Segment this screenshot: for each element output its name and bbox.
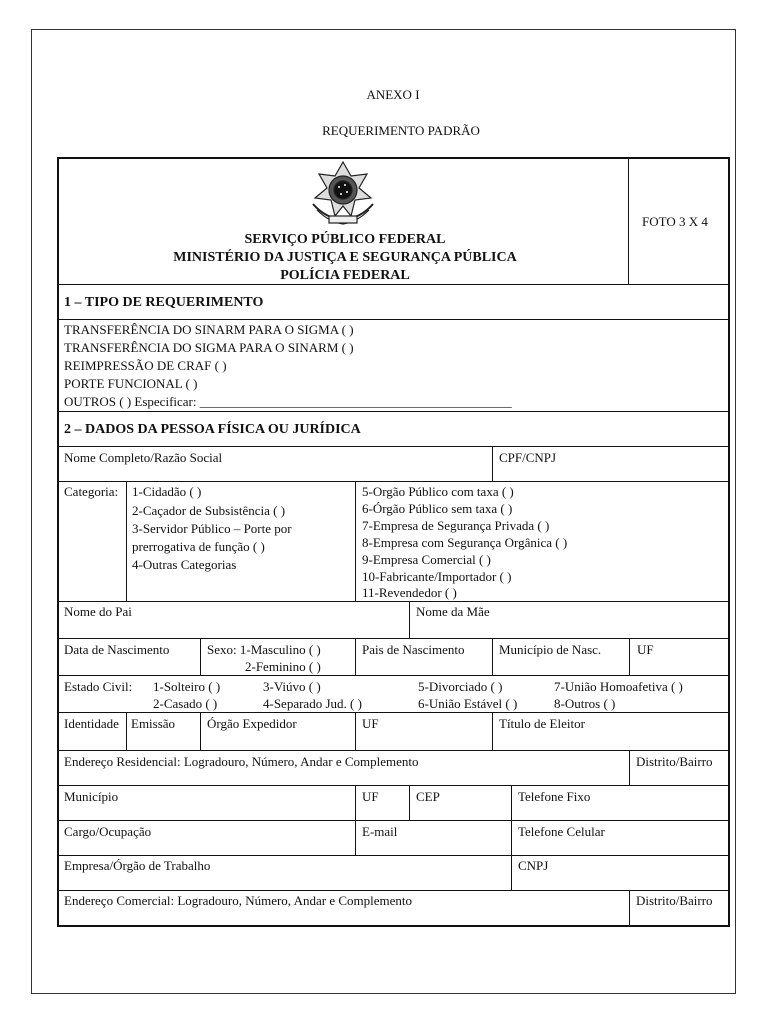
cat-2[interactable]: 2-Caçador de Subsistência ( ) — [132, 503, 286, 518]
cat-8[interactable]: 8-Empresa com Segurança Orgânica ( ) — [362, 535, 568, 550]
cat-3a[interactable]: 3-Servidor Público – Porte por — [132, 521, 292, 536]
divider — [57, 675, 730, 676]
option-sinarm-sigma[interactable]: TRANSFERÊNCIA DO SINARM PARA O SIGMA ( ) — [64, 322, 354, 337]
category-label: Categoria: — [64, 484, 119, 499]
divider — [57, 319, 730, 320]
divider — [511, 820, 512, 855]
divider — [629, 750, 630, 785]
cat-5[interactable]: 5-Orgão Público com taxa ( ) — [362, 484, 514, 499]
home-district-field[interactable]: Distrito/Bairro — [636, 754, 713, 769]
divider — [57, 446, 730, 447]
father-field[interactable]: Nome do Pai — [64, 604, 132, 619]
divider — [409, 601, 410, 638]
work-address-field[interactable]: Endereço Comercial: Logradouro, Número, Andar e Complemento — [64, 893, 413, 908]
divider — [57, 481, 730, 482]
civil-homoaffective[interactable]: 7-União Homoafetiva ( ) — [554, 679, 683, 694]
cnpj-field[interactable]: CNPJ — [518, 858, 549, 873]
divider — [126, 481, 127, 601]
cat-9[interactable]: 9-Empresa Comercial ( ) — [362, 552, 491, 567]
divider — [57, 601, 730, 602]
civil-others[interactable]: 8-Outros ( ) — [554, 696, 616, 711]
divider — [511, 785, 512, 820]
civil-label: Estado Civil: — [64, 679, 133, 694]
cat-11[interactable]: 11-Revendedor ( ) — [362, 585, 457, 600]
birth-uf-field[interactable]: UF — [637, 642, 654, 657]
divider — [511, 855, 512, 890]
cat-4[interactable]: 4-Outras Categorias — [132, 557, 237, 572]
agency-line3: POLÍCIA FEDERAL — [280, 268, 410, 283]
form-title: REQUERIMENTO PADRÃO — [322, 123, 480, 138]
email-field[interactable]: E-mail — [362, 824, 398, 839]
cat-6[interactable]: 6-Órgão Público sem taxa ( ) — [362, 501, 513, 516]
photo-box[interactable]: FOTO 3 X 4 — [642, 214, 708, 229]
voter-field[interactable]: Título de Eleitor — [499, 716, 585, 731]
name-field[interactable]: Nome Completo/Razão Social — [64, 450, 223, 465]
birth-city-field[interactable]: Município de Nasc. — [499, 642, 602, 657]
cat-3b[interactable]: prerrogativa de função ( ) — [132, 539, 265, 554]
option-porte-funcional[interactable]: PORTE FUNCIONAL ( ) — [64, 376, 198, 391]
issuer-uf-field[interactable]: UF — [362, 716, 379, 731]
divider — [355, 820, 356, 855]
cat-1[interactable]: 1-Cidadão ( ) — [132, 484, 202, 499]
work-district-field[interactable]: Distrito/Bairro — [636, 893, 713, 908]
section2-title: 2 – DADOS DA PESSOA FÍSICA OU JURÍDICA — [64, 422, 361, 437]
divider — [200, 638, 201, 675]
sex-female[interactable]: 2-Feminino ( ) — [245, 659, 321, 674]
mother-field[interactable]: Nome da Mãe — [416, 604, 490, 619]
cat-10[interactable]: 10-Fabricante/Importador ( ) — [362, 569, 512, 584]
divider — [57, 820, 730, 821]
cep-field[interactable]: CEP — [416, 789, 440, 804]
annex-label: ANEXO I — [366, 87, 420, 102]
divider — [355, 638, 356, 675]
cat-7[interactable]: 7-Empresa de Segurança Privada ( ) — [362, 518, 550, 533]
divider — [629, 638, 630, 675]
divider — [409, 785, 410, 820]
cpf-field[interactable]: CPF/CNPJ — [499, 450, 557, 465]
divider — [355, 712, 356, 750]
identity-field[interactable]: Identidade — [64, 716, 119, 731]
divider — [200, 712, 201, 750]
birth-country-field[interactable]: Pais de Nascimento — [362, 642, 465, 657]
civil-single[interactable]: 1-Solteiro ( ) — [153, 679, 221, 694]
divider — [57, 411, 730, 412]
sex-male[interactable]: Sexo: 1-Masculino ( ) — [207, 642, 321, 657]
home-address-field[interactable]: Endereço Residencial: Logradouro, Número, Andar e Complemento — [64, 754, 419, 769]
divider — [355, 481, 356, 601]
mobile-field[interactable]: Telefone Celular — [518, 824, 605, 839]
civil-divorced[interactable]: 5-Divorciado ( ) — [418, 679, 503, 694]
civil-stable-union[interactable]: 6-União Estável ( ) — [418, 696, 518, 711]
issue-field[interactable]: Emissão — [131, 716, 176, 731]
divider — [126, 712, 127, 750]
city-field[interactable]: Município — [64, 789, 119, 804]
section1-title: 1 – TIPO DE REQUERIMENTO — [64, 295, 264, 310]
divider — [492, 638, 493, 675]
civil-married[interactable]: 2-Casado ( ) — [153, 696, 218, 711]
brasil-coat-of-arms-icon — [305, 160, 381, 228]
divider — [57, 712, 730, 713]
phone-field[interactable]: Telefone Fixo — [518, 789, 591, 804]
divider — [355, 785, 356, 820]
option-sigma-sinarm[interactable]: TRANSFERÊNCIA DO SIGMA PARA O SINARM ( ) — [64, 340, 354, 355]
divider — [57, 785, 730, 786]
birth-date-field[interactable]: Data de Nascimento — [64, 642, 170, 657]
divider — [629, 890, 630, 927]
option-reprint-craf[interactable]: REIMPRESSÃO DE CRAF ( ) — [64, 358, 227, 373]
city-uf-field[interactable]: UF — [362, 789, 379, 804]
divider — [57, 855, 730, 856]
divider — [57, 284, 730, 285]
agency-line1: SERVIÇO PÚBLICO FEDERAL — [244, 232, 446, 247]
civil-separated[interactable]: 4-Separado Jud. ( ) — [263, 696, 362, 711]
job-field[interactable]: Cargo/Ocupação — [64, 824, 152, 839]
divider — [492, 446, 493, 481]
agency-line2: MINISTÉRIO DA JUSTIÇA E SEGURANÇA PÚBLICA — [173, 250, 517, 265]
civil-widowed[interactable]: 3-Viúvo ( ) — [263, 679, 321, 694]
divider — [492, 712, 493, 750]
photo-divider — [628, 157, 629, 285]
option-outros[interactable]: OUTROS ( ) Especificar: ________________________________________________ — [64, 394, 512, 409]
company-field[interactable]: Empresa/Órgão de Trabalho — [64, 858, 211, 873]
issuer-field[interactable]: Órgão Expedidor — [207, 716, 297, 731]
